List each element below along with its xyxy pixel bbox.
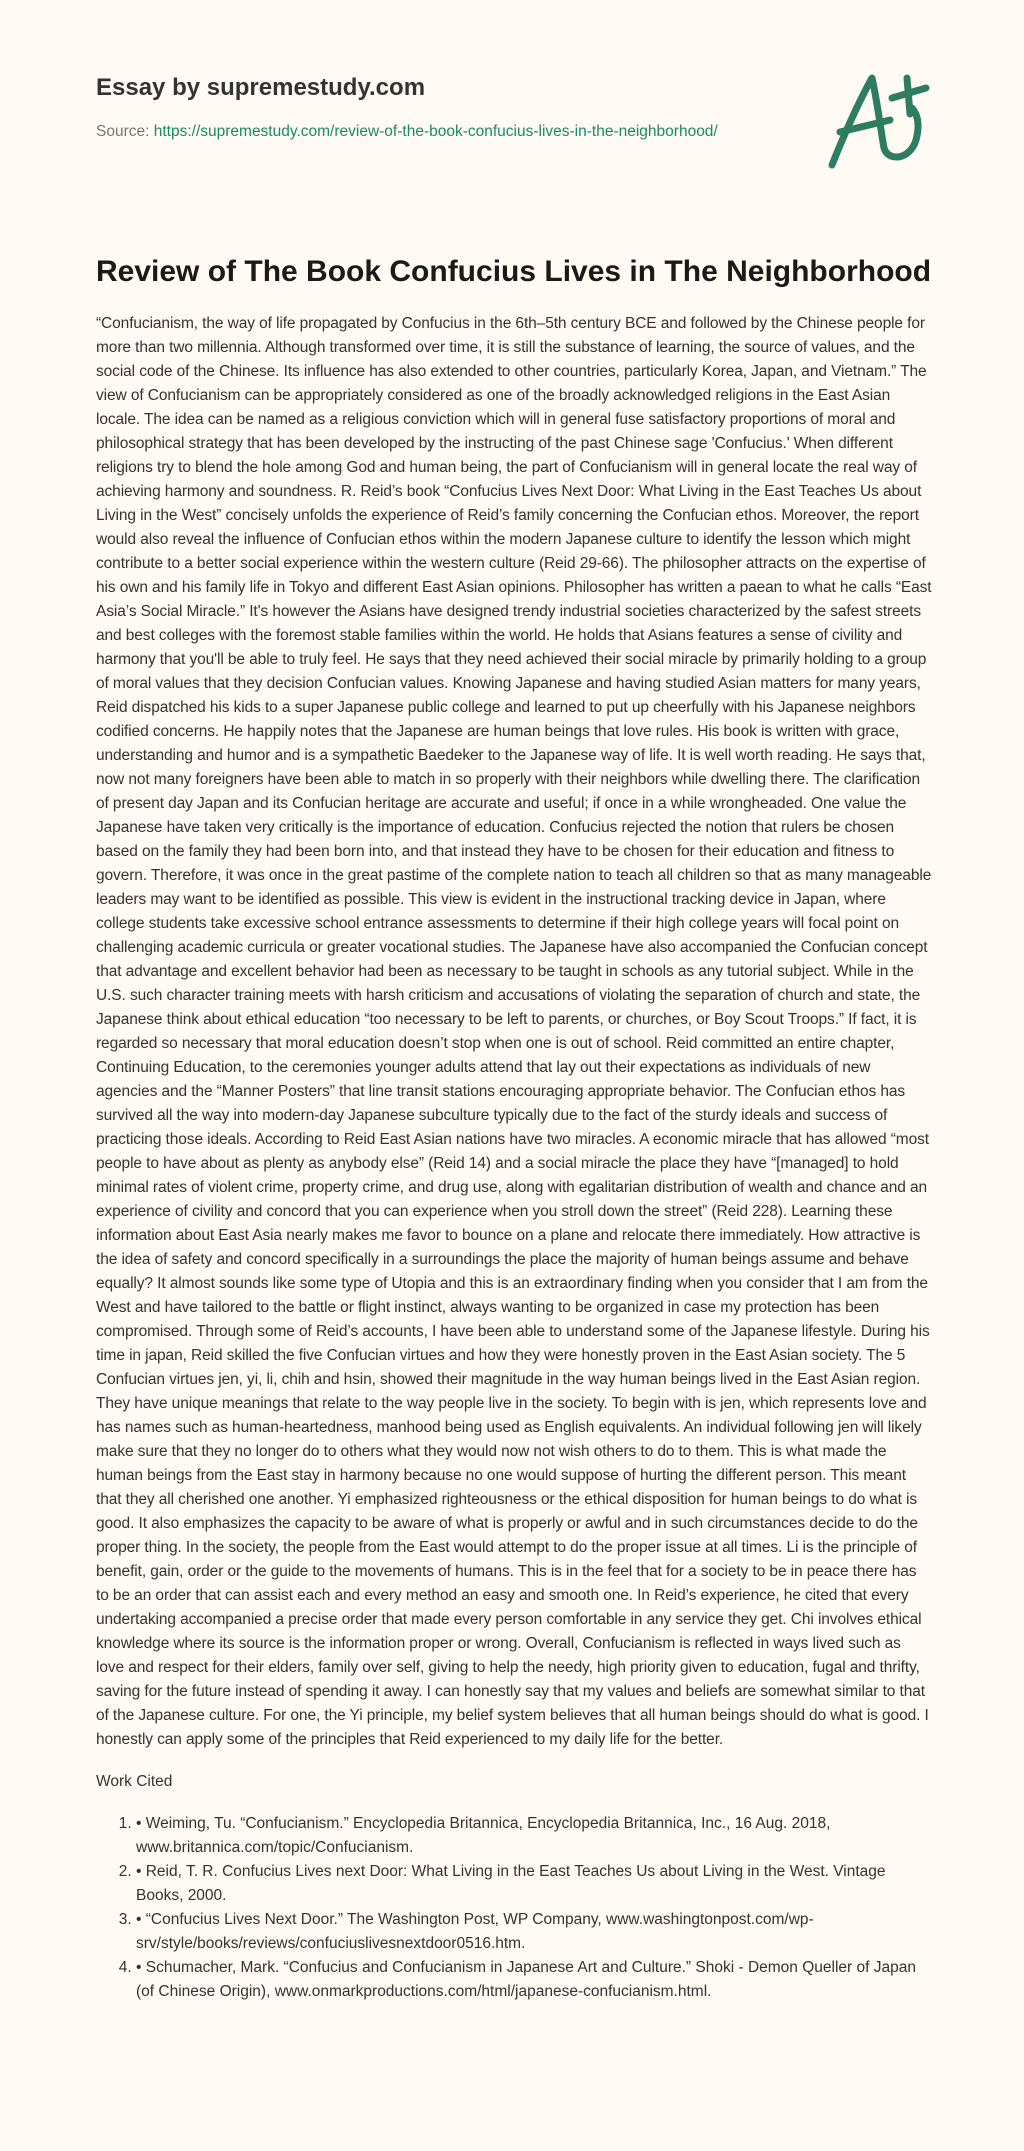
essay-body: “Confucianism, the way of life propagated by Confucius in the 6th–5th century BCE and followed by the Chinese people for more than two millennia. Although transformed over time, it is still the substance of learning, the source of values, and the social code of the Chinese. Its influence has also extended to other countries, particularly Korea, Japan, and Vietnam.” The view of Confucianism can be appropriately considered as one of the broadly acknowledged religions in the East Asian locale. The idea can be named as a religious conviction which will in general fuse satisfactory proportions of moral and philosophical strategy that has been developed by the instructing of the past Chinese sage 'Confucius.' When different religions try to blend the hole among God and human being, the part of Confucianism will in general locate the real way of achieving harmony and soundness. R. Reid’s book “Confucius Lives Next Door: What Living in the East Teaches Us about Living in the West” concisely unfolds the experience of Reid’s family concerning the Confucian ethos. Moreover, the report would also reveal the influence of Confucian ethos within the modern Japanese culture to identify the lesson which might contribute to a better social experience within the western culture (Reid 29-66). The philosopher attracts on the expertise of his own and his family life in Tokyo and different East Asian opinions. Philosopher has written a paean to what he calls “East Asia’s Social Miracle.” It's however the Asians have designed trendy industrial societies characterized by the safest streets and best colleges with the foremost stable families within the world. He holds that Asians features a sense of civility and harmony that you'll be able to truly feel. He says that they need achieved their social miracle by primarily holding to a group of moral values that they decision Confucian values. Knowing Japanese and having studied Asian matters for many years, Reid dispatched his kids to a super Japanese public college and learned to put up cheerfully with his Japanese neighbors codified concerns. He happily notes that the Japanese are human beings that love rules. His book is written with grace, understanding and humor and is a sympathetic Baedeker to the Japanese way of life. It is well worth reading. He says that, now not many foreigners have been able to match in so properly with their neighbors while dwelling there. The clarification of present day Japan and its Confucian heritage are accurate and useful; if once in a while wrongheaded. One value the Japanese have taken very critically is the importance of education. Confucius rejected the notion that rulers be chosen based on the family they had been born into, and that instead they have to be chosen for their education and fitness to govern. Therefore, it was once in the great pastime of the complete nation to teach all children so that as many manageable leaders may want to be identified as possible. This view is evident in the instructional tracking device in Japan, where college students take excessive school entrance assessments to determine if their high college years will focal point on challenging academic curricula or greater vocational studies. The Japanese have also accompanied the Confucian concept that advantage and excellent behavior had been as necessary to be taught in schools as any tutorial subject. While in the U.S. such character training meets with harsh criticism and accusations of violating the separation of church and state, the Japanese think about ethical education “too necessary to be left to parents, or churches, or Boy Scout Troops.” If fact, it is regarded so necessary that moral education doesn’t stop when one is out of school. Reid committed an entire chapter, Continuing Education, to the ceremonies younger adults attend that lay out their expectations as individuals of new agencies and the “Manner Posters” that line transit stations encouraging appropriate behavior. The Confucian ethos has survived all the way into modern-day Japanese subculture typically due to the fact of the sturdy ideals and success of practicing those ideals. According to Reid East Asian nations have two miracles. A economic miracle that has allowed “most people to have about as plenty as anybody else” (Reid 14) and a social miracle the place they have “[managed] to hold minimal rates of violent crime, property crime, and drug use, along with egalitarian distribution of wealth and chance and an experience of civility and concord that you can experience when you stroll down the street” (Reid 228). Learning these information about East Asia nearly makes me favor to bounce on a plane and relocate there immediately. How attractive is the idea of safety and concord specifically in a surroundings the place the majority of human beings assume and behave equally? It almost sounds like some type of Utopia and this is an extraordinary finding when you consider that I am from the West and have tailored to the battle or flight instinct, always wanting to be organized in case my protection has been compromised. Through some of Reid’s accounts, I have been able to understand some of the Japanese lifestyle. During his time in japan, Reid skilled the five Confucian virtues and how they were honestly proven in the East Asian society. The 5 Confucian virtues jen, yi, li, chih and hsin, showed their magnitude in the way human beings lived in the East Asian region. They have unique meanings that relate to the way people live in the society. To begin with is jen, which represents love and has names such as human-heartedness, manhood being used as English equivalents. An individual following jen will likely make sure that they no longer do to others what they would now not wish others to do to them. This is what made the human beings from the East stay in harmony because no one would suppose of hurting the different person. This meant that they all cherished one another. Yi emphasized righteousness or the ethical disposition for human beings to do what is good. It also emphasizes the capacity to be aware of what is properly or awful and in such circumstances decide to do the proper thing. In the society, the people from the East would attempt to do the proper issue at all times. Li is the principle of benefit, gain, order or the guide to the movements of humans. This is in the feel that for a society to be in peace there has to be an order that can assist each and every method an easy and smooth one. In Reid’s experience, he cited that every undertaking accompanied a precise order that made every person comfortable in any service they get. Chi involves ethical knowledge where its source is the information proper or wrong. Overall, Confucianism is reflected in ways lived such as love and respect for their elders, family over self, giving to help the needy, high priority given to education, fugal and thrifty, saving for the future instead of spending it away. I can honestly say that my values and beliefs are somewhat similar to that of the Japanese culture. For one, the Yi principle, my belief system believes that all human beings should do what is good. I honestly can apply some of the principles that Reid experienced to my daily life for the better. [96, 315, 932, 1748]
citation-item: 1. • Weiming, Tu. “Confucianism.” Encyclopedia Britannica, Encyclopedia Britannica, Inc., 16 Aug. 2018, www.britannica.com/topic/Confucianism. [136, 1812, 932, 1860]
a-plus-grade-icon [822, 70, 932, 175]
site-title: Essay by supremestudy.com [96, 74, 426, 101]
works-cited-heading: Work Cited [96, 1773, 173, 1790]
essay-content [96, 252, 932, 2004]
citation-item: 3. • “Confucius Lives Next Door.” The Washington Post, WP Company, www.washingtonpost.com/wp-srv/style/books/reviews/confuciuslivesnextdoor0516.htm. [136, 1908, 932, 1956]
works-cited-list [96, 1812, 932, 2004]
page-header [0, 0, 1024, 200]
citation-item: 4. • Schumacher, Mark. “Confucius and Confucianism in Japanese Art and Culture.” Shoki - Demon Queller of Japan (of Chinese Origin), www.onmarkproductions.com/html/japanese-confucianism.html. [136, 1956, 932, 2004]
source-line [96, 123, 718, 141]
essay-title: Review of The Book Confucius Lives in The Neighborhood [96, 255, 932, 288]
source-label: Source: [96, 123, 154, 140]
citation-item: 2. • Reid, T. R. Confucius Lives next Door: What Living in the East Teaches Us about Living in the West. Vintage Books, 2000. [136, 1860, 932, 1908]
source-link[interactable]: https://supremestudy.com/review-of-the-book-confucius-lives-in-the-neighborhood/ [153, 123, 718, 140]
